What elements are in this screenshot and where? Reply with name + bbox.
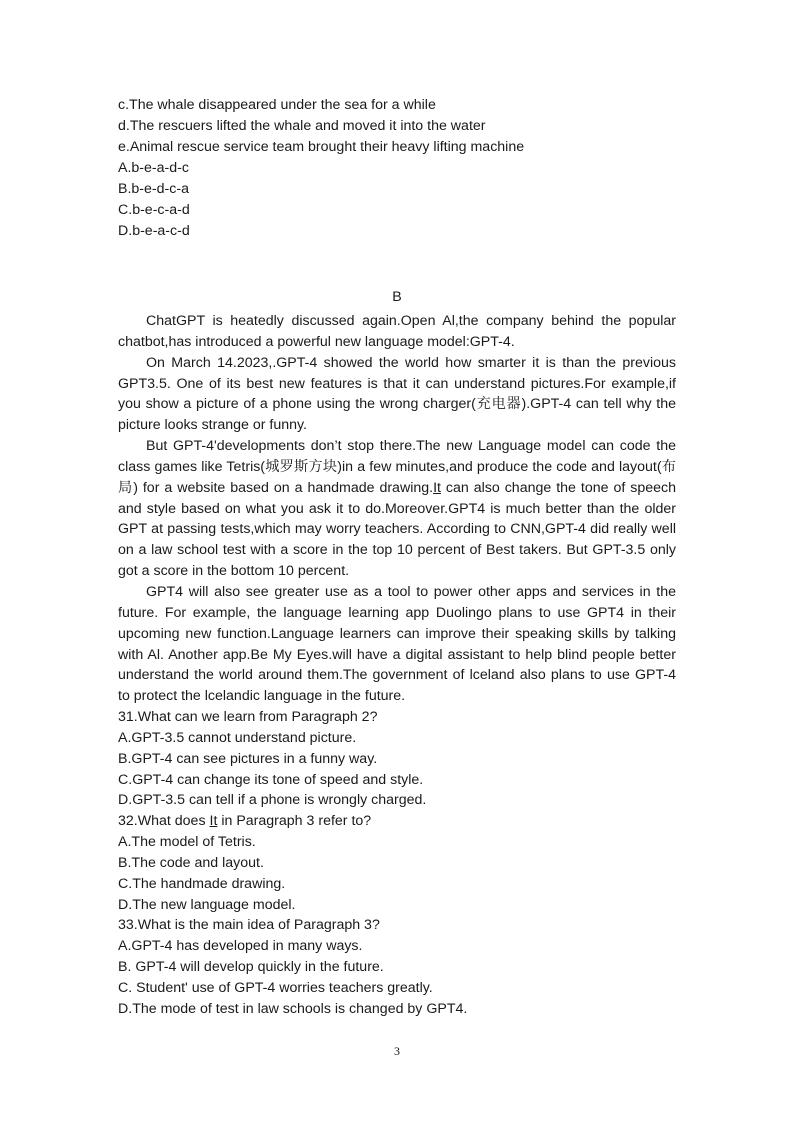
underlined-it: It <box>433 479 441 496</box>
answer-option: A.GPT-4 has developed in many ways. <box>118 938 363 955</box>
answer-option: D.The mode of test in law schools is changed by GPT4. <box>118 1000 468 1017</box>
question-stem: 33.What is the main idea of Paragraph 3? <box>118 917 380 934</box>
answer-option: D.GPT-3.5 can tell if a phone is wrongly charged. <box>118 792 427 809</box>
answer-option: B. GPT-4 will develop quickly in the future. <box>118 959 384 976</box>
paragraph-1: ChatGPT is heatedly discussed again.Open Al,the company behind the popular chatbot,has introduced a powerful new language model:GPT-4. <box>118 313 676 350</box>
list-item: d.The rescuers lifted the whale and moved it into the water <box>118 118 486 134</box>
answer-option: B.GPT-4 can see pictures in a funny way. <box>118 750 378 767</box>
list-item: c.The whale disappeared under the sea for a while <box>118 97 436 113</box>
answer-option: C.GPT-4 can change its tone of speed and style. <box>118 771 424 788</box>
answer-option: C. Student' use of GPT-4 worries teachers greatly. <box>118 980 433 996</box>
exam-page <box>118 95 676 1020</box>
answer-option: C.b-e-c-a-d <box>118 202 190 218</box>
list-item: e.Animal rescue service team brought their heavy lifting machine <box>118 139 525 155</box>
answer-option: A.The model of Tetris. <box>118 834 256 851</box>
question-31 <box>118 707 676 811</box>
paragraph-3 <box>118 436 676 582</box>
answer-option: B.The code and layout. <box>118 854 264 871</box>
question-stem: 31.What can we learn from Paragraph 2? <box>118 709 378 726</box>
answer-option: B.b-e-d-c-a <box>118 181 189 197</box>
question-stem-text-b: in Paragraph 3 refer to? <box>217 813 372 830</box>
answer-option: A.b-e-a-d-c <box>118 160 189 176</box>
question-stem <box>118 811 676 832</box>
page-number: 3 <box>394 1044 400 1058</box>
reading-passage <box>118 311 676 707</box>
paragraph-4: GPT4 will also see greater use as a tool to power other apps and services in the future. For example, the language learning app Duolingo plans to use GPT4 in their upcoming new function.Language learners can improve their speaking skills by talking with Al. Another app.Be My Eyes.will have a digital assistant to help blind people better understand the world around them.The government of lceland also plans to use GPT-4 to protect the lcelandic language in the future. <box>118 583 676 705</box>
paragraph-2: On March 14.2023,.GPT-4 showed the world how smarter it is than the previous GPT3.5. One of its best new features is that it can understand pictures.For example,if you show a picture of a phone using the wrong charger(充电器).GPT-4 can tell why the picture looks strange or funny. <box>118 354 676 434</box>
section-label: B <box>392 289 402 305</box>
question-stem-text-a: 32.What does <box>118 813 210 830</box>
answer-option: C.The handmade drawing. <box>118 875 286 892</box>
paragraph-3-text-a: But GPT-4'developments don’t stop there.The new Language model can code the class games like Tetris(城罗斯方块)in a few minutes,and produce the code and layout(布局) for a website based on a handmade drawing. <box>118 438 676 496</box>
question-32 <box>118 811 676 915</box>
paragraph-3-text-b: can also change the tone of speech and style based on what you ask it to do.Moreover.GPT4 is much better than the older GPT at passing tests,which may worry teachers. According to CNN,GPT-4 did really well on a law school test with a score in the top 10 percent of Best takers. But GPT-3.5 only got a score in the bottom 10 percent. <box>118 479 676 580</box>
answer-option: D.b-e-a-c-d <box>118 223 190 239</box>
answer-option: A.GPT-3.5 cannot understand picture. <box>118 729 357 746</box>
underlined-it: It <box>209 813 218 830</box>
previous-question-options <box>118 95 676 242</box>
answer-option: D.The new language model. <box>118 896 296 913</box>
question-33 <box>118 915 676 1019</box>
